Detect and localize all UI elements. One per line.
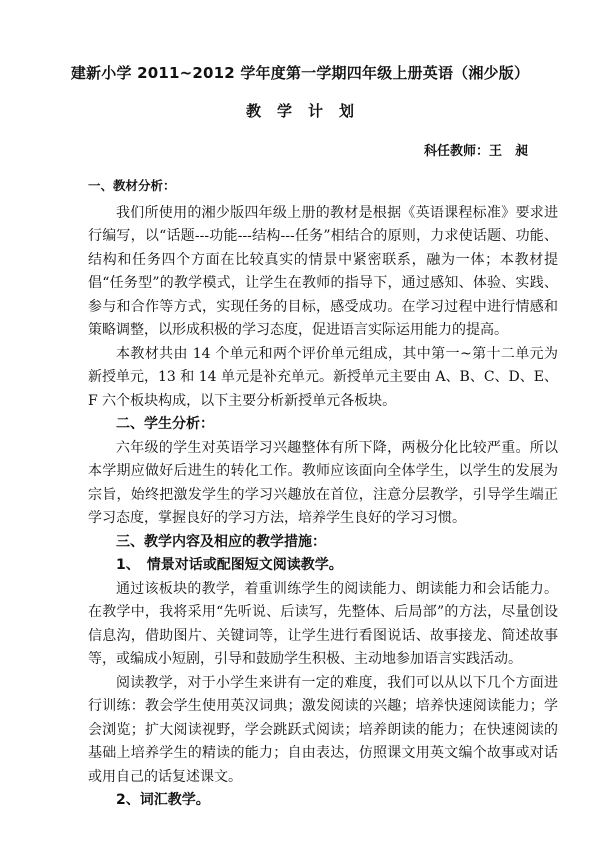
- paragraph-student-analysis: 六年级的学生对英语学习兴趣整体有所下降，两极分化比较严重。所以本学期应做好后进生的转化工作。教师应该面向全体学生，以学生的发展为宗旨，始终把激发学生的学习兴趣放在首位，注意分层教学，引导学生端正学习态度，掌握良好的学习方法，培养学生良好的学习习惯。: [88, 439, 558, 526]
- teacher-name: 科任教师：王 昶: [423, 144, 528, 159]
- paragraph-textbook-overview: 我们所使用的湘少版四年级上册的教材是根据《英语课程标准》要求进行编写，以“话题---功能---结构---任务”相结合的原则，力求使话题、功能、结构和任务四个方面在比较真实的情景中紧密联系，融为一体；本教材提倡“任务型”的教学模式，让学生在教师的指导下，通过感知、体验、实践、参与和合作等方式，实现任务的目标，感受成功。在学习过程中进行情感和策略调整，以形成积极的学习态度，促进语言实际运用能力的提高。: [88, 204, 558, 338]
- subheading-dialogue-reading: 1、 情景对话或配图短文阅读教学。: [116, 557, 343, 573]
- document-body: [88, 174, 558, 813]
- section-heading-student-analysis: 二、学生分析：: [116, 416, 214, 432]
- section-heading-teaching-measures: 三、教学内容及相应的教学措施：: [116, 533, 326, 550]
- document-title: 建新小学 2011~2012 学年度第一学期四年级上册英语（湘少版）: [70, 64, 530, 82]
- subheading-vocabulary: 2、词汇教学。: [116, 792, 210, 808]
- paragraph-dialogue-teaching: 通过该板块的教学，着重训练学生的阅读能力、朗读能力和会话能力。在教学中，我将采用“先听说、后读写，先整体、后局部”的方法，尽量创设信息沟，借助图片、关键词等，让学生进行看图说话、故事接龙、简述故事等，或编成小短剧，引导和鼓励学生积极、主动地参加语言实践活动。: [88, 580, 558, 667]
- paragraph-textbook-structure: 本教材共由 14 个单元和两个评价单元组成，其中第一~第十二单元为新授单元，13 和 14 单元是补充单元。新授单元主要由 A、B、C、D、E、F 六个板块构成，以下主要分析新授单元各板块。: [88, 345, 558, 409]
- paragraph-reading-teaching: 阅读教学，对于小学生来讲有一定的难度，我们可以从以下几个方面进行训练：教会学生使用英汉词典；激发阅读的兴趣；培养快速阅读能力；学会浏览；扩大阅读视野，学会跳跃式阅读；培养朗读的能力；在快速阅读的基础上培养学生的精读的能力；自由表达，仿照课文用英文编个故事或对话或用自己的话复述课文。: [88, 674, 558, 785]
- document-subtitle: 教学计划: [245, 102, 370, 120]
- section-heading-textbook-analysis: 一、教材分析：: [88, 178, 176, 193]
